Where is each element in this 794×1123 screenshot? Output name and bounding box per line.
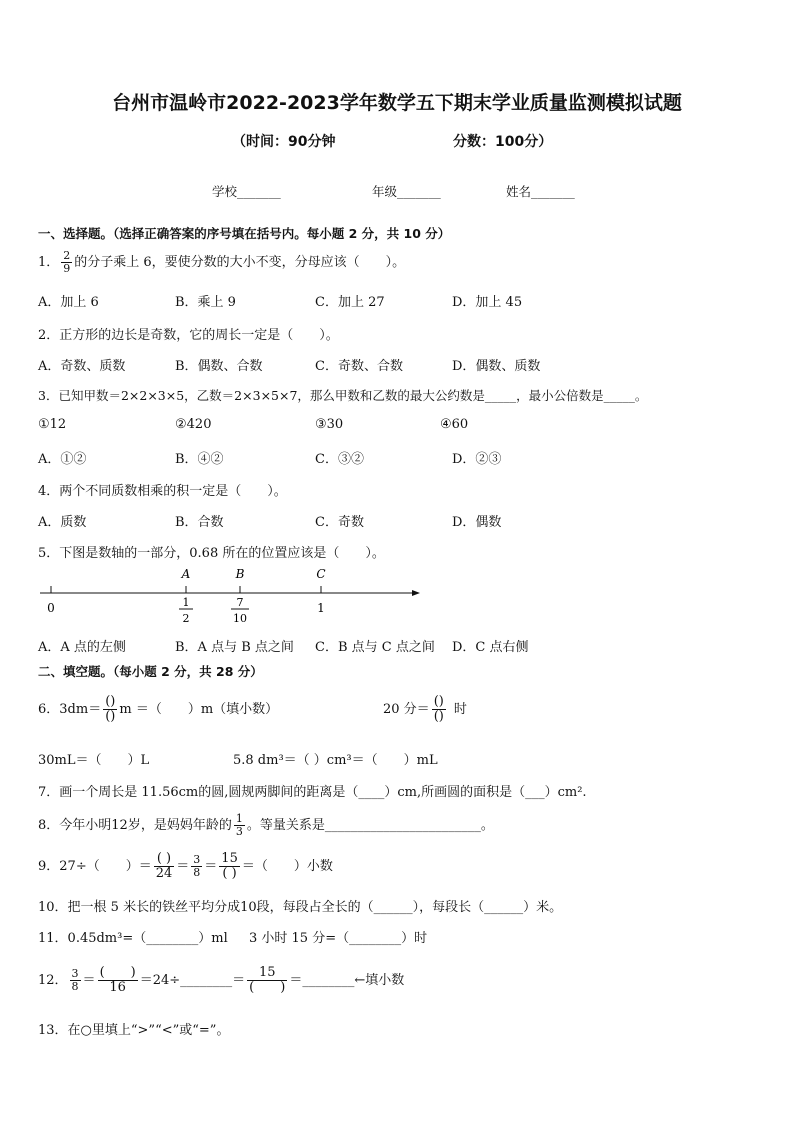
section-heading-fill: 二、填空题。（每小题 2 分，共 28 分） [38,664,263,679]
fraction [154,852,175,880]
option-c: C．奇数 [315,515,364,530]
numerator: 3 [71,967,79,981]
page-title: 台州市温岭市2022-2023学年数学五下期末学业质量监测模拟试题 [112,92,682,114]
tick-label-a-denominator: 2 [182,612,190,625]
question-7: 7．画一个周长是 11.56cm的圆,圆规两脚间的距离是（____）cm,所画圆的面积是（___）cm². [38,785,587,800]
option-a: A．A 点的左侧 [38,640,126,655]
question-9 [38,845,333,889]
question-text: 9．27÷（ ）＝ [38,859,152,874]
section-heading-choice: 一、选择题。（选择正确答案的序号填在括号内。每小题 2 分，共 10 分） [38,226,451,241]
question-3: 3．已知甲数＝2×2×3×5，乙数＝2×3×5×7，那么甲数和乙数的最大公约数是_____，最小公倍数是_____。 [38,388,648,403]
option-b: B．乘上 9 [175,295,236,310]
option-b: B．A 点与 B 点之间 [175,640,294,655]
arrow-head-icon [412,590,420,596]
exam-score: 分数：100分） [453,134,553,150]
fraction [432,695,446,723]
denominator: 8 [193,866,201,879]
grade-field: 年级_______ [372,184,441,199]
tick-label-zero: 0 [47,601,55,615]
numerator: ( ) [99,965,136,981]
tick-label-b-denominator: 10 [233,612,247,625]
fraction [61,250,72,274]
numerator: 15 [247,966,287,981]
choice-3: ③30 [315,417,344,432]
option-a: A．加上 6 [38,295,99,310]
question-4: 4．两个不同质数相乘的积一定是（ ）。 [38,484,287,499]
number-line [30,562,430,628]
question-6a [38,688,278,732]
option-a: A．奇数、质数 [38,359,126,374]
denominator: () [433,709,444,724]
denominator: 16 [109,980,126,995]
numerator: 1 [235,812,243,826]
denominator: ( ) [222,866,237,881]
question-text: 的分子乘上 6，要使分数的大小不变，分母应该（ ）。 [74,255,406,270]
option-b: B．合数 [175,515,224,530]
question-text: ＝（ ）小数 [241,859,333,874]
question-1 [38,246,405,280]
name-field: 姓名_______ [506,184,575,199]
denominator: 24 [155,866,173,881]
question-13: 13．在○里填上“>”“<”或“=”。 [38,1023,230,1038]
question-2: 2．正方形的边长是奇数，它的周长一定是（ ）。 [38,328,339,343]
fraction [70,968,81,992]
fraction [98,966,138,994]
question-6b [383,688,467,732]
choice-4: ④60 [440,417,469,432]
tick-label-b-numerator: 7 [236,596,244,609]
point-label-a: A [181,567,191,581]
numerator: 3 [193,853,201,867]
tick-label-one: 1 [317,601,325,615]
question-6d: 5.8 dm³＝（ ）cm³＝（ ）mL [233,753,438,768]
numerator: 2 [63,249,71,263]
fraction [219,852,240,880]
question-6c: 30mL＝（ ）L [38,753,150,768]
denominator: ( ) [249,980,286,995]
denominator: () [105,709,116,724]
option-c: C．B 点与 C 点之间 [315,640,435,655]
question-text: ＝24÷________＝ [139,973,246,988]
equals-sign: ＝ [82,973,96,988]
option-c: C．加上 27 [315,295,385,310]
numerator: ( ) [154,852,175,867]
question-text: 6．3dm＝ [38,702,102,717]
fraction [191,854,202,878]
fraction [103,695,117,723]
question-text: ＝________←填小数 [289,973,405,988]
fraction [234,813,245,837]
question-8 [38,808,494,844]
fraction [247,966,287,994]
option-d: D．加上 45 [452,295,523,310]
numerator: 15 [221,851,238,867]
choice-2: ②420 [175,417,212,432]
equals-sign: ＝ [176,859,190,874]
school-field: 学校_______ [212,184,281,199]
denominator: 8 [71,980,79,993]
choice-1: ①12 [38,417,67,432]
question-text: 8．今年小明12岁，是妈妈年龄的 [38,818,232,833]
point-label-b: B [235,567,245,581]
equals-sign: ＝ [204,859,218,874]
option-d: D．偶数、质数 [452,359,541,374]
question-text: 。等量关系是________________________。 [246,818,494,833]
numerator: () [105,694,116,710]
option-d: D．C 点右侧 [452,640,529,655]
question-11a: 11．0.45dm³=（________）ml [38,931,228,946]
option-b: B．④② [175,452,224,467]
option-c: C．奇数、合数 [315,359,403,374]
denominator: 3 [235,825,243,838]
question-text: 20 分＝ [383,702,430,717]
exam-time: （时间：90分钟 [232,134,336,150]
point-label-c: C [316,567,326,581]
question-12 [38,957,404,1005]
question-number: 1． [38,255,60,270]
question-11b: 3 小时 15 分=（________）时 [249,931,428,946]
question-text: 时 [453,702,467,717]
question-5: 5．下图是数轴的一部分，0.68 所在的位置应该是（ ）。 [38,546,385,561]
question-10: 10．把一根 5 米长的铁丝平均分成10段，每段占全长的（______），每段长（______）米。 [38,900,563,915]
option-a: A．①② [38,452,87,467]
tick-label-a-numerator: 1 [182,596,190,609]
question-text: m ＝（ ）m（填小数） [119,702,279,717]
question-number: 12． [38,973,68,988]
denominator: 9 [63,262,71,275]
option-c: C．③② [315,452,364,467]
option-d: D．②③ [452,452,502,467]
numerator: () [433,694,444,710]
option-b: B．偶数、合数 [175,359,263,374]
option-a: A．质数 [38,515,87,530]
option-d: D．偶数 [452,515,502,530]
